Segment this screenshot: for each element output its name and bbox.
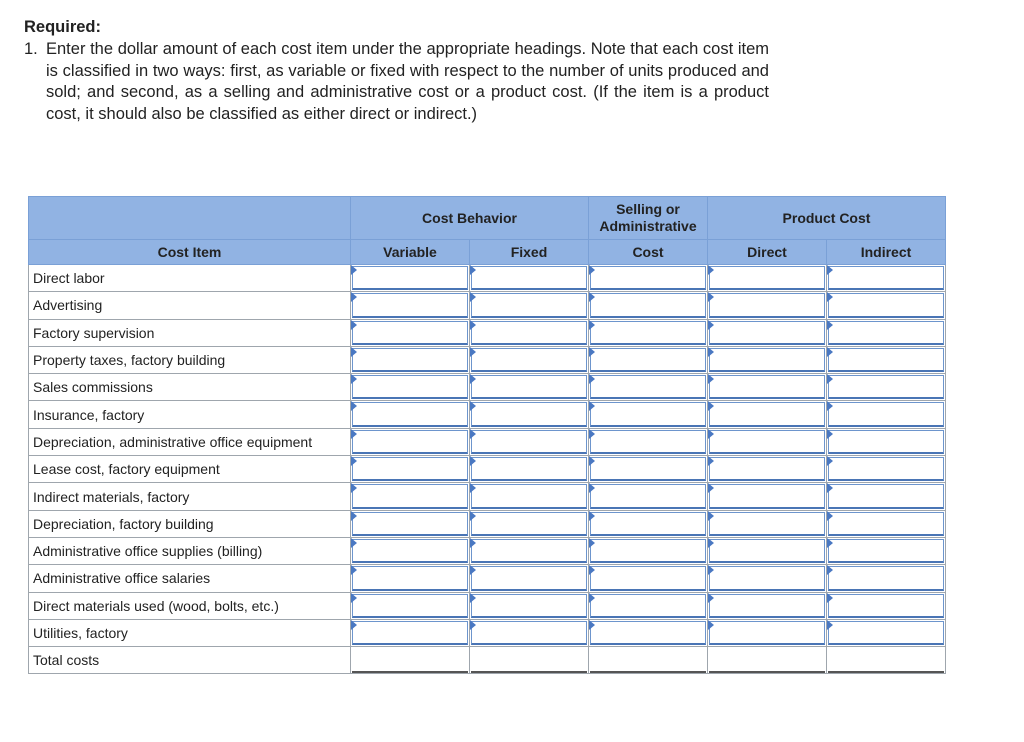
selling-admin-cell xyxy=(589,592,708,619)
direct-header: Direct xyxy=(708,240,827,265)
selling-admin-cell xyxy=(589,346,708,373)
indirect-cell xyxy=(827,619,946,646)
direct-input[interactable] xyxy=(709,512,825,536)
cost-item-label: Factory supervision xyxy=(29,319,351,346)
selling-admin-cell xyxy=(589,374,708,401)
indirect-input[interactable] xyxy=(828,621,944,645)
fixed-input[interactable] xyxy=(471,512,587,536)
selling-admin-cell xyxy=(589,510,708,537)
variable-cell xyxy=(351,374,470,401)
direct-input[interactable] xyxy=(709,266,825,290)
selling-admin-input[interactable] xyxy=(590,321,706,345)
indirect-input[interactable] xyxy=(828,321,944,345)
direct-cell xyxy=(708,510,827,537)
fixed-cell xyxy=(470,292,589,319)
direct-cell xyxy=(708,346,827,373)
dropdown-marker-icon xyxy=(470,320,476,330)
direct-cell xyxy=(708,319,827,346)
dropdown-marker-icon xyxy=(470,429,476,439)
direct-input[interactable] xyxy=(709,348,825,372)
variable-input[interactable] xyxy=(352,457,468,481)
indirect-cell xyxy=(827,265,946,292)
cost-item-label: Utilities, factory xyxy=(29,619,351,646)
dropdown-marker-icon xyxy=(470,347,476,357)
dropdown-marker-icon xyxy=(351,401,357,411)
variable-input[interactable] xyxy=(352,594,468,618)
variable-cell xyxy=(351,346,470,373)
indirect-input[interactable] xyxy=(828,457,944,481)
direct-cell xyxy=(708,537,827,564)
cost-behavior-header: Cost Behavior xyxy=(351,197,589,240)
table-row xyxy=(29,346,946,373)
selling-admin-input[interactable] xyxy=(590,594,706,618)
indirect-cell xyxy=(827,565,946,592)
dropdown-marker-icon xyxy=(351,593,357,603)
dropdown-marker-icon xyxy=(708,483,714,493)
selling-admin-input[interactable] xyxy=(590,566,706,590)
fixed-cell xyxy=(470,265,589,292)
direct-cell xyxy=(708,619,827,646)
dropdown-marker-icon xyxy=(589,292,595,302)
fixed-cell xyxy=(470,319,589,346)
total-fixed-input[interactable] xyxy=(471,647,587,673)
total-label: Total costs xyxy=(29,647,351,674)
cost-item-label: Advertising xyxy=(29,292,351,319)
table-body xyxy=(29,265,946,674)
variable-input[interactable] xyxy=(352,375,468,399)
table-row xyxy=(29,265,946,292)
dropdown-marker-icon xyxy=(470,593,476,603)
selling-admin-line1: Selling or xyxy=(616,201,680,217)
dropdown-marker-icon xyxy=(351,429,357,439)
dropdown-marker-icon xyxy=(827,593,833,603)
fixed-input[interactable] xyxy=(471,566,587,590)
selling-admin-cell xyxy=(589,619,708,646)
cost-item-label: Direct materials used (wood, bolts, etc.) xyxy=(29,592,351,619)
fixed-input[interactable] xyxy=(471,293,587,317)
dropdown-marker-icon xyxy=(827,292,833,302)
dropdown-marker-icon xyxy=(708,565,714,575)
total-selling-admin-cell xyxy=(589,647,708,674)
dropdown-marker-icon xyxy=(351,511,357,521)
dropdown-marker-icon xyxy=(351,292,357,302)
dropdown-marker-icon xyxy=(589,265,595,275)
indirect-cell xyxy=(827,428,946,455)
dropdown-marker-icon xyxy=(589,401,595,411)
direct-input[interactable] xyxy=(709,621,825,645)
total-variable-cell xyxy=(351,647,470,674)
indirect-input[interactable] xyxy=(828,293,944,317)
dropdown-marker-icon xyxy=(827,401,833,411)
table-row xyxy=(29,537,946,564)
variable-cell xyxy=(351,319,470,346)
total-indirect-input[interactable] xyxy=(828,647,944,673)
indirect-cell xyxy=(827,483,946,510)
dropdown-marker-icon xyxy=(589,565,595,575)
dropdown-marker-icon xyxy=(827,456,833,466)
selling-admin-input[interactable] xyxy=(590,293,706,317)
dropdown-marker-icon xyxy=(589,538,595,548)
direct-cell xyxy=(708,401,827,428)
dropdown-marker-icon xyxy=(827,511,833,521)
dropdown-marker-icon xyxy=(827,620,833,630)
requirement-item xyxy=(24,39,769,125)
direct-cell xyxy=(708,592,827,619)
cost-item-label: Indirect materials, factory xyxy=(29,483,351,510)
fixed-input[interactable] xyxy=(471,430,587,454)
variable-cell xyxy=(351,592,470,619)
selling-admin-input[interactable] xyxy=(590,512,706,536)
requirement-block xyxy=(24,18,769,125)
direct-input[interactable] xyxy=(709,566,825,590)
direct-input[interactable] xyxy=(709,430,825,454)
indirect-input[interactable] xyxy=(828,512,944,536)
fixed-cell xyxy=(470,592,589,619)
dropdown-marker-icon xyxy=(827,265,833,275)
fixed-cell xyxy=(470,346,589,373)
dropdown-marker-icon xyxy=(827,538,833,548)
dropdown-marker-icon xyxy=(470,483,476,493)
product-cost-header: Product Cost xyxy=(708,197,946,240)
dropdown-marker-icon xyxy=(827,374,833,384)
selling-admin-cell xyxy=(589,483,708,510)
variable-cell xyxy=(351,428,470,455)
dropdown-marker-icon xyxy=(351,265,357,275)
cost-item-label: Administrative office salaries xyxy=(29,565,351,592)
indirect-input[interactable] xyxy=(828,484,944,508)
direct-cell xyxy=(708,428,827,455)
dropdown-marker-icon xyxy=(351,374,357,384)
direct-cell xyxy=(708,456,827,483)
selling-admin-cell xyxy=(589,565,708,592)
indirect-cell xyxy=(827,510,946,537)
table-row xyxy=(29,483,946,510)
selling-admin-cell xyxy=(589,292,708,319)
table-row xyxy=(29,292,946,319)
dropdown-marker-icon xyxy=(589,511,595,521)
variable-input[interactable] xyxy=(352,430,468,454)
variable-input[interactable] xyxy=(352,266,468,290)
blank-header xyxy=(29,197,351,240)
selling-admin-input[interactable] xyxy=(590,266,706,290)
cost-item-label: Property taxes, factory building xyxy=(29,346,351,373)
variable-input[interactable] xyxy=(352,512,468,536)
fixed-header: Fixed xyxy=(470,240,589,265)
cost-item-label: Direct labor xyxy=(29,265,351,292)
cost-item-label: Lease cost, factory equipment xyxy=(29,456,351,483)
selling-admin-input[interactable] xyxy=(590,430,706,454)
selling-admin-line2: Administrative xyxy=(599,218,697,234)
direct-cell xyxy=(708,565,827,592)
cost-item-label: Depreciation, administrative office equipment xyxy=(29,428,351,455)
direct-input[interactable] xyxy=(709,402,825,426)
requirement-text: Enter the dollar amount of each cost item under the appropriate headings. Note that each cost item is classified in two ways: first, as variable or fixed with respect to the number of units produced and sold; and second, as a selling and administrative cost or a product cost. (If the item is a product cost, it should also be classified as either direct or indirect.) xyxy=(46,40,769,123)
variable-input[interactable] xyxy=(352,621,468,645)
group-header-row xyxy=(29,197,946,240)
dropdown-marker-icon xyxy=(470,265,476,275)
dropdown-marker-icon xyxy=(470,292,476,302)
dropdown-marker-icon xyxy=(470,565,476,575)
fixed-cell xyxy=(470,374,589,401)
indirect-cell xyxy=(827,592,946,619)
selling-admin-cell xyxy=(589,401,708,428)
table-row xyxy=(29,592,946,619)
fixed-cell xyxy=(470,510,589,537)
fixed-input[interactable] xyxy=(471,348,587,372)
variable-cell xyxy=(351,537,470,564)
dropdown-marker-icon xyxy=(589,374,595,384)
selling-admin-input[interactable] xyxy=(590,375,706,399)
cost-item-label: Sales commissions xyxy=(29,374,351,401)
fixed-cell xyxy=(470,428,589,455)
indirect-header: Indirect xyxy=(827,240,946,265)
fixed-cell xyxy=(470,565,589,592)
fixed-input[interactable] xyxy=(471,621,587,645)
variable-cell xyxy=(351,483,470,510)
indirect-input[interactable] xyxy=(828,348,944,372)
dropdown-marker-icon xyxy=(708,456,714,466)
dropdown-marker-icon xyxy=(351,456,357,466)
dropdown-marker-icon xyxy=(470,511,476,521)
cost-classification-table xyxy=(28,196,946,674)
selling-admin-header xyxy=(589,197,708,240)
fixed-cell xyxy=(470,537,589,564)
variable-input[interactable] xyxy=(352,539,468,563)
selling-admin-input[interactable] xyxy=(590,484,706,508)
dropdown-marker-icon xyxy=(589,620,595,630)
total-variable-input[interactable] xyxy=(352,647,468,673)
variable-cell xyxy=(351,565,470,592)
selling-admin-cell xyxy=(589,428,708,455)
total-fixed-cell xyxy=(470,647,589,674)
total-direct-cell xyxy=(708,647,827,674)
cost-item-label: Insurance, factory xyxy=(29,401,351,428)
dropdown-marker-icon xyxy=(708,374,714,384)
dropdown-marker-icon xyxy=(351,620,357,630)
table-row xyxy=(29,456,946,483)
indirect-input[interactable] xyxy=(828,539,944,563)
fixed-input[interactable] xyxy=(471,266,587,290)
cost-item-label: Administrative office supplies (billing) xyxy=(29,537,351,564)
fixed-cell xyxy=(470,619,589,646)
direct-input[interactable] xyxy=(709,321,825,345)
dropdown-marker-icon xyxy=(589,456,595,466)
variable-input[interactable] xyxy=(352,348,468,372)
dropdown-marker-icon xyxy=(708,593,714,603)
table-row xyxy=(29,619,946,646)
indirect-cell xyxy=(827,537,946,564)
dropdown-marker-icon xyxy=(351,320,357,330)
indirect-input[interactable] xyxy=(828,430,944,454)
dropdown-marker-icon xyxy=(351,538,357,548)
table-row xyxy=(29,428,946,455)
direct-cell xyxy=(708,374,827,401)
variable-input[interactable] xyxy=(352,293,468,317)
indirect-input[interactable] xyxy=(828,594,944,618)
selling-admin-cell xyxy=(589,265,708,292)
dropdown-marker-icon xyxy=(827,320,833,330)
variable-input[interactable] xyxy=(352,402,468,426)
variable-input[interactable] xyxy=(352,566,468,590)
dropdown-marker-icon xyxy=(351,347,357,357)
selling-admin-input[interactable] xyxy=(590,402,706,426)
total-direct-input[interactable] xyxy=(709,647,825,673)
direct-input[interactable] xyxy=(709,293,825,317)
indirect-cell xyxy=(827,374,946,401)
cost-header: Cost xyxy=(589,240,708,265)
cost-item-header: Cost Item xyxy=(29,240,351,265)
selling-admin-input[interactable] xyxy=(590,539,706,563)
column-header-row xyxy=(29,240,946,265)
selling-admin-cell xyxy=(589,537,708,564)
indirect-input[interactable] xyxy=(828,566,944,590)
fixed-input[interactable] xyxy=(471,484,587,508)
table-row xyxy=(29,401,946,428)
dropdown-marker-icon xyxy=(708,265,714,275)
dropdown-marker-icon xyxy=(827,565,833,575)
direct-cell xyxy=(708,265,827,292)
dropdown-marker-icon xyxy=(470,620,476,630)
indirect-input[interactable] xyxy=(828,402,944,426)
table-row xyxy=(29,510,946,537)
total-row xyxy=(29,647,946,674)
direct-input[interactable] xyxy=(709,539,825,563)
selling-admin-cell xyxy=(589,456,708,483)
dropdown-marker-icon xyxy=(827,483,833,493)
table-row xyxy=(29,374,946,401)
indirect-cell xyxy=(827,401,946,428)
dropdown-marker-icon xyxy=(470,401,476,411)
fixed-input[interactable] xyxy=(471,321,587,345)
fixed-input[interactable] xyxy=(471,402,587,426)
cost-item-label: Depreciation, factory building xyxy=(29,510,351,537)
dropdown-marker-icon xyxy=(351,565,357,575)
indirect-input[interactable] xyxy=(828,375,944,399)
dropdown-marker-icon xyxy=(708,401,714,411)
fixed-input[interactable] xyxy=(471,594,587,618)
variable-header: Variable xyxy=(351,240,470,265)
dropdown-marker-icon xyxy=(470,538,476,548)
fixed-cell xyxy=(470,401,589,428)
dropdown-marker-icon xyxy=(470,374,476,384)
dropdown-marker-icon xyxy=(708,347,714,357)
dropdown-marker-icon xyxy=(708,429,714,439)
fixed-input[interactable] xyxy=(471,375,587,399)
indirect-input[interactable] xyxy=(828,266,944,290)
total-indirect-cell xyxy=(827,647,946,674)
fixed-input[interactable] xyxy=(471,457,587,481)
direct-input[interactable] xyxy=(709,375,825,399)
indirect-cell xyxy=(827,292,946,319)
dropdown-marker-icon xyxy=(827,347,833,357)
table-row xyxy=(29,319,946,346)
fixed-cell xyxy=(470,483,589,510)
dropdown-marker-icon xyxy=(589,593,595,603)
variable-input[interactable] xyxy=(352,484,468,508)
dropdown-marker-icon xyxy=(589,320,595,330)
direct-cell xyxy=(708,483,827,510)
variable-cell xyxy=(351,510,470,537)
fixed-cell xyxy=(470,456,589,483)
direct-cell xyxy=(708,292,827,319)
variable-cell xyxy=(351,456,470,483)
selling-admin-cell xyxy=(589,319,708,346)
dropdown-marker-icon xyxy=(470,456,476,466)
dropdown-marker-icon xyxy=(589,429,595,439)
indirect-cell xyxy=(827,456,946,483)
variable-cell xyxy=(351,292,470,319)
direct-input[interactable] xyxy=(709,484,825,508)
dropdown-marker-icon xyxy=(708,620,714,630)
variable-cell xyxy=(351,619,470,646)
dropdown-marker-icon xyxy=(708,320,714,330)
dropdown-marker-icon xyxy=(589,483,595,493)
selling-admin-input[interactable] xyxy=(590,457,706,481)
variable-input[interactable] xyxy=(352,321,468,345)
variable-cell xyxy=(351,265,470,292)
requirement-number: 1. xyxy=(24,40,38,58)
dropdown-marker-icon xyxy=(351,483,357,493)
fixed-input[interactable] xyxy=(471,539,587,563)
total-selling-admin-input[interactable] xyxy=(590,647,706,673)
dropdown-marker-icon xyxy=(708,538,714,548)
selling-admin-input[interactable] xyxy=(590,348,706,372)
table-row xyxy=(29,565,946,592)
dropdown-marker-icon xyxy=(708,292,714,302)
required-heading: Required: xyxy=(24,18,102,36)
variable-cell xyxy=(351,401,470,428)
indirect-cell xyxy=(827,319,946,346)
indirect-cell xyxy=(827,346,946,373)
direct-input[interactable] xyxy=(709,457,825,481)
dropdown-marker-icon xyxy=(827,429,833,439)
selling-admin-input[interactable] xyxy=(590,621,706,645)
direct-input[interactable] xyxy=(709,594,825,618)
dropdown-marker-icon xyxy=(708,511,714,521)
dropdown-marker-icon xyxy=(589,347,595,357)
